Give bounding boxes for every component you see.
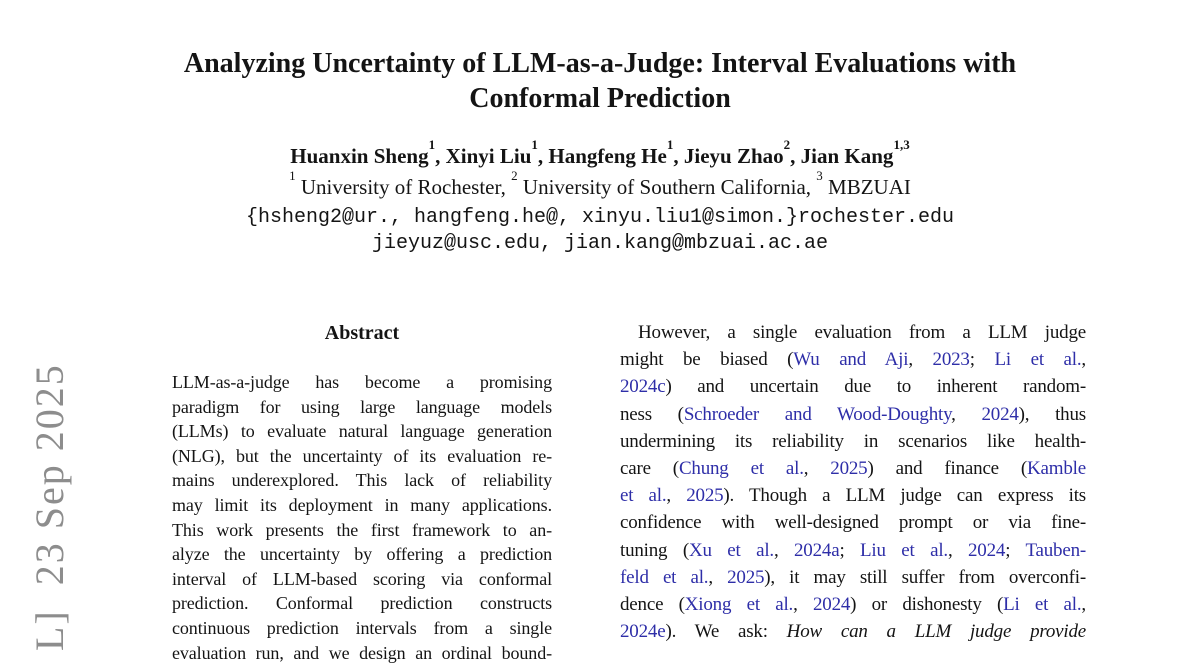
citation-link[interactable]: 2025 [727, 566, 765, 588]
body-text: confidence with well-designed prompt or via fine- [620, 512, 1086, 534]
body-text: However, a single evaluation from a LLM judge [638, 322, 1086, 343]
author-affiliation-sup: 1,3 [893, 137, 910, 153]
body-text-line [620, 346, 1086, 373]
body-text: might be biased ( [620, 349, 794, 371]
citation-link[interactable]: 2024 [812, 594, 851, 616]
body-text: , [773, 539, 794, 561]
emphasis-text: How can a LLM judge provide [786, 621, 1086, 643]
body-text: ) and finance ( [867, 458, 1028, 480]
body-text: , [793, 594, 813, 616]
abstract-section [172, 322, 552, 665]
affiliation-name: MBZUAI [822, 175, 911, 199]
abstract-text-line: evaluation run, and we design an ordinal bound- [172, 642, 552, 663]
citation-link[interactable]: feld et al. [620, 566, 709, 588]
paper-title-line2: Conformal Prediction [469, 83, 731, 114]
introduction-body [620, 319, 1086, 645]
citation-link[interactable]: 2024c [620, 376, 666, 398]
body-text: ; [1005, 539, 1026, 561]
body-text: ) and uncertain due to inherent random- [665, 376, 1086, 398]
author-affiliation-sup: 1 [531, 137, 538, 153]
citation-link[interactable]: Li et al. [994, 349, 1082, 371]
body-text-line [620, 373, 1086, 400]
citation-link[interactable]: Chung et al. [678, 458, 804, 480]
body-text: , [803, 458, 831, 480]
author-name: Xinyi Liu [445, 144, 532, 168]
citation-link[interactable]: 2025 [830, 458, 868, 480]
body-text: dence ( [620, 594, 685, 616]
author-name: Huanxin Sheng [290, 144, 429, 168]
body-text: ). Though a LLM judge can express its [723, 485, 1086, 507]
affiliation-sup: 1 [289, 168, 296, 184]
body-text: ), thus [1018, 403, 1086, 425]
affiliation-list [0, 168, 1200, 200]
author-name: Jieyu Zhao [683, 144, 784, 168]
body-text-line [620, 428, 1086, 455]
body-text-line [620, 537, 1086, 564]
affiliation-name: University of Rochester, [295, 175, 506, 199]
abstract-text-line: mains underexplored. This lack of reliability [172, 470, 552, 491]
abstract-text-line: alyze the uncertainty by offering a prediction [172, 544, 552, 565]
abstract-text-line: paradigm for using large language models [172, 396, 552, 417]
arxiv-sidebar-watermark: L] 23 Sep 2025 [27, 363, 72, 651]
citation-link[interactable]: Kamble [1027, 458, 1086, 480]
email-line-1: {hsheng2@ur., hangfeng.he@, xinyu.liu1@simon.}rochester.edu [245, 206, 955, 229]
body-text-line [620, 401, 1086, 428]
citation-link[interactable]: et al. [620, 485, 667, 507]
author-affiliation-sup: 1 [428, 137, 436, 153]
abstract-heading: Abstract [324, 322, 400, 344]
body-text-line [620, 618, 1086, 645]
affiliation-sup: 3 [816, 168, 823, 184]
affiliation-name: University of Southern California, [517, 175, 812, 199]
author-name: Hangfeng He [548, 144, 667, 168]
body-text: , [666, 485, 687, 507]
citation-link[interactable]: Tauben- [1025, 539, 1087, 561]
body-text: , [1081, 349, 1086, 371]
body-text-line [620, 564, 1086, 591]
body-text: care ( [620, 458, 679, 480]
introduction-column [620, 319, 1086, 645]
citation-link[interactable]: 2024a [794, 539, 840, 561]
citation-link[interactable]: 2024e [620, 621, 666, 643]
citation-link[interactable]: 2024 [968, 539, 1006, 561]
body-text: ). We ask: [665, 621, 787, 643]
body-text: , [947, 539, 968, 561]
abstract-text-line: LLM-as-a-judge has become a promising [172, 372, 552, 392]
body-text: ; [839, 539, 861, 561]
paper-title-line1: Analyzing Uncertainty of LLM-as-a-Judge: Interval Evaluations with [183, 48, 1017, 79]
body-text-line [620, 591, 1086, 618]
author-name: Jian Kang [800, 144, 894, 168]
body-text: tuning ( [620, 539, 689, 561]
abstract-text-line: interval of LLM-based scoring via conformal [172, 568, 552, 589]
citation-link[interactable]: Xu et al. [688, 539, 774, 561]
abstract-body [172, 370, 552, 665]
body-text: , [951, 403, 982, 425]
body-text: , [908, 349, 933, 371]
citation-link[interactable]: Schroeder and Wood-Doughty [683, 403, 952, 425]
citation-link[interactable]: Li et al. [1003, 594, 1082, 616]
citation-link[interactable]: Wu and Aji [793, 349, 909, 371]
body-text-line [620, 319, 1086, 346]
abstract-text-line: may limit its deployment in many applications. [172, 494, 552, 515]
body-text: , [708, 566, 728, 588]
abstract-text-line: continuous prediction intervals from a single [172, 617, 552, 638]
paper-title [0, 46, 1200, 116]
body-text: ness ( [620, 403, 684, 425]
body-text-line [620, 455, 1086, 482]
body-text-line [620, 482, 1086, 509]
body-text: ) or dishonesty ( [850, 594, 1004, 616]
body-text: undermining its reliability in scenarios like health- [620, 430, 1086, 452]
body-text: ), it may still suffer from overconfi- [764, 566, 1087, 588]
affiliation-sup: 2 [511, 168, 518, 184]
abstract-text-line: (LLMs) to evaluate natural language generation [172, 421, 552, 442]
citation-link[interactable]: 2024 [981, 403, 1019, 425]
author-list: Huanxin Sheng$^1$, Xinyi Liu$^1$, Hangfeng He$^1$, Jieyu Zhao$^2$, Jian Kang$^{1,3}$ [290, 137, 910, 168]
body-text: ; [969, 349, 995, 371]
email-line-2: jieyuz@usc.edu, jian.kang@mbzuai.ac.ae [371, 232, 829, 255]
author-affiliation-sup: 2 [783, 137, 791, 153]
abstract-text-line: prediction. Conformal prediction constructs [172, 593, 552, 614]
body-text: , [1081, 594, 1086, 616]
citation-link[interactable]: Liu et al. [860, 539, 948, 561]
abstract-text-line: This work presents the first framework to an- [172, 519, 552, 540]
body-text-line [620, 509, 1086, 536]
citation-link[interactable]: 2023 [932, 349, 970, 371]
citation-link[interactable]: Xiong et al. [684, 594, 794, 616]
abstract-text-line: (NLG), but the uncertainty of its evaluation re- [172, 445, 552, 466]
author-affiliation-sup: 1 [666, 137, 674, 153]
citation-link[interactable]: 2025 [686, 485, 724, 507]
